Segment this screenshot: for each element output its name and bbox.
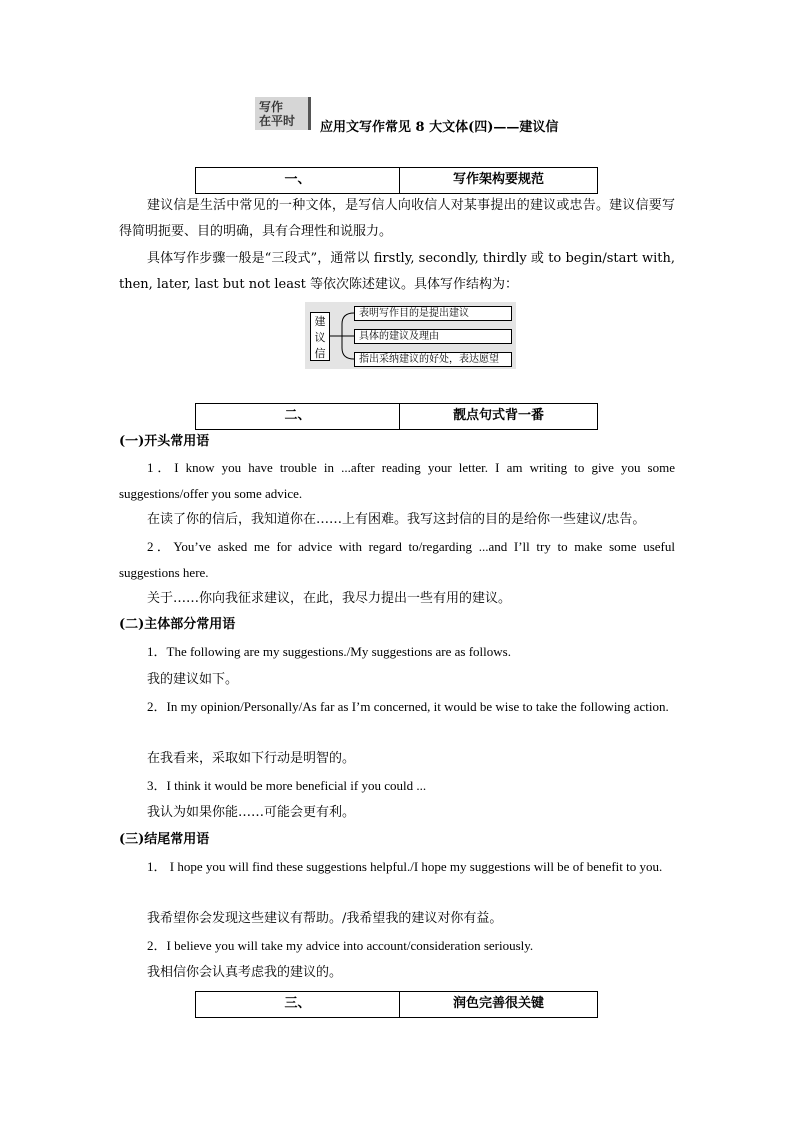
sentence-en: 1．I know you have trouble in ...after reading your letter. I am writing to give you some suggestions/offer you some advice.: [119, 460, 675, 501]
sentence-cn: 我的建议如下。: [147, 672, 239, 687]
sentence-en: 2．I believe you will take my advice into account/consideration seriously.: [147, 938, 534, 953]
diagram-item: 具体的建议及理由: [354, 329, 512, 344]
sentence-en: 3．I think it would be more beneficial if you could ...: [147, 778, 427, 793]
sentence-cn: 我认为如果你能……可能会更有利。: [147, 805, 356, 820]
intro-paragraph-1: 建议信是生活中常见的一种文体，是写信人向收信人对某事提出的建议或忠告。建议信要写得简明扼要、目的明确，具有合理性和说服力。: [119, 198, 675, 239]
badge-line1: 写作: [259, 100, 284, 114]
section-number: 一、: [196, 168, 400, 193]
section-header-1: [195, 167, 598, 194]
section-name: 靓点句式背一番: [452, 408, 544, 423]
subheading-closing: (三)结尾常用语: [119, 832, 210, 847]
section-name: 润色完善很关键: [452, 996, 544, 1011]
diagram-root-box: [310, 312, 330, 361]
sentence-cn: 在我看来，采取如下行动是明智的。: [147, 751, 356, 766]
intro-paragraph-2: 具体写作步骤一般是“三段式”，通常以 firstly, secondly, thirdly 或 to begin/start with, then, later, last but not least 等依次陈述建议。具体写作结构为：: [119, 251, 675, 292]
sentence-en: 2．In my opinion/Personally/As far as I’m concerned, it would be wise to take the following action.: [147, 699, 669, 714]
section-header-2: [195, 403, 598, 430]
section-number: 三、: [196, 992, 400, 1017]
diagram-root-char: 信: [314, 347, 326, 360]
sentence-cn: 关于……你向我征求建议，在此，我尽力提出一些有用的建议。: [147, 591, 512, 606]
section-name: 写作架构要规范: [452, 172, 544, 187]
diagram-root-char: 议: [314, 331, 326, 344]
subheading-body: (二)主体部分常用语: [119, 617, 236, 632]
sentence-cn: 在读了你的信后，我知道你在……上有困难。我写这封信的目的是给你一些建议/忠告。: [147, 512, 646, 527]
sentence-en: 1．The following are my suggestions./My suggestions are as follows.: [147, 644, 511, 659]
subheading-opening: (一)开头常用语: [119, 434, 210, 449]
diagram-item: 表明写作目的是提出建议: [354, 306, 512, 321]
section-badge: [255, 97, 311, 130]
sentence-cn: 我相信你会认真考虑我的建议的。: [147, 965, 343, 980]
badge-line2: 在平时: [259, 114, 296, 128]
page-title: 应用文写作常见 8 大文体(四)——建议信: [320, 120, 559, 135]
section-header-3: [195, 991, 598, 1018]
section-number: 二、: [196, 404, 400, 429]
sentence-en: 1． I hope you will find these suggestions helpful./I hope my suggestions will be of benefit to you.: [147, 859, 663, 874]
sentence-cn: 我希望你会发现这些建议有帮助。/我希望我的建议对你有益。: [147, 911, 503, 926]
diagram-root-char: 建: [314, 315, 326, 328]
diagram-item: 指出采纳建议的好处，表达愿望: [354, 352, 512, 367]
structure-diagram: [305, 302, 516, 369]
sentence-en: 2．You’ve asked me for advice with regard to/regarding ...and I’ll try to make some useful suggestions here.: [119, 539, 675, 580]
